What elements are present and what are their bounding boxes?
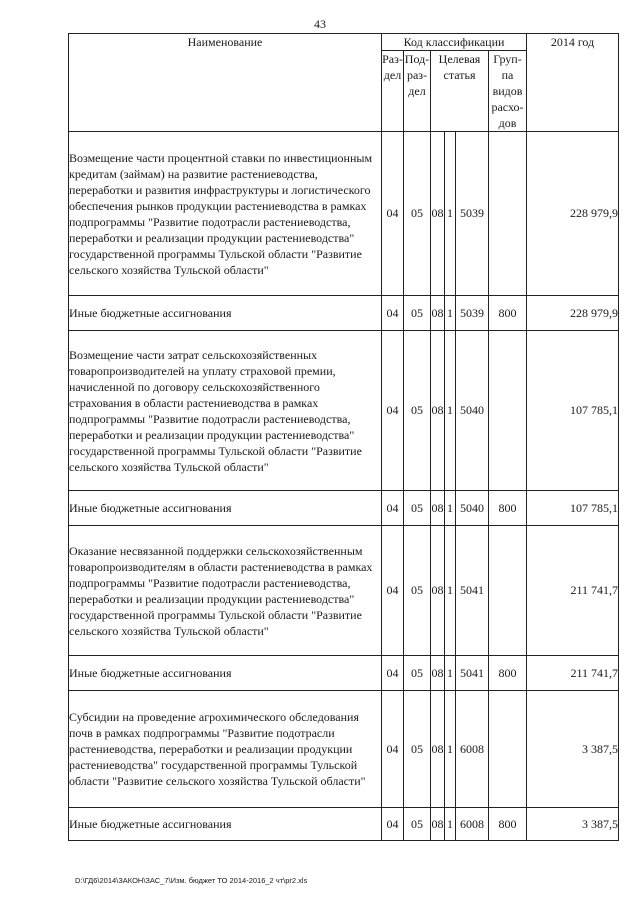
target-article-part2-cell: 1 [445,331,456,491]
table-row [69,808,619,841]
subsection-cell: 05 [404,296,431,331]
target-article-part3-cell: 5041 [456,656,489,691]
expense-group-cell [489,331,527,491]
subsection-cell: 05 [404,331,431,491]
section-cell: 04 [382,656,404,691]
subsection-cell: 05 [404,691,431,808]
target-article-part3-cell: 5039 [456,296,489,331]
amount-cell: 211 741,7 [527,526,619,656]
table-row [69,526,619,656]
amount-cell: 211 741,7 [527,656,619,691]
file-path-footer: D:\ГД6\2014\ЗАКОН\ЗАС_7\Изм. бюджет ТО 2014-2016_2 чт\pr2.xls [75,876,308,885]
table-row [69,296,619,331]
section-cell: 04 [382,808,404,841]
target-article-part1-cell: 08 [431,526,445,656]
expense-group-cell: 800 [489,656,527,691]
target-article-part3-cell: 6008 [456,808,489,841]
subsection-cell: 05 [404,491,431,526]
target-article-part3-cell: 6008 [456,691,489,808]
header-subsection: Под- раз- дел [404,51,431,132]
target-article-part1-cell: 08 [431,331,445,491]
subsection-cell: 05 [404,526,431,656]
row-name-cell: Иные бюджетные ассигнования [69,296,382,331]
expense-group-cell [489,132,527,296]
table-body [69,34,619,841]
amount-cell: 228 979,9 [527,132,619,296]
section-cell: 04 [382,491,404,526]
subsection-cell: 05 [404,132,431,296]
target-article-part2-cell: 1 [445,691,456,808]
section-cell: 04 [382,691,404,808]
header-classification: Код классификации [382,34,527,51]
section-cell: 04 [382,331,404,491]
target-article-part3-cell: 5040 [456,331,489,491]
target-article-part1-cell: 08 [431,691,445,808]
amount-cell: 107 785,1 [527,491,619,526]
expense-group-cell: 800 [489,296,527,331]
target-article-part1-cell: 08 [431,132,445,296]
amount-cell: 228 979,9 [527,296,619,331]
expense-group-cell: 800 [489,491,527,526]
expense-group-cell [489,526,527,656]
target-article-part1-cell: 08 [431,808,445,841]
row-name-cell: Возмещение части затрат сельскохозяйственных товаропроизводителей на уплату страховой премии, начисленной по договору сельскохозяйственного страхования в области растениеводства в рамках подпрограммы "Развитие подотрасли растениеводства, переработки и реализации продукции растениеводства" государственной программы Тульской области "Развитие сельского хозяйства Тульской области" [69,331,382,491]
subsection-cell: 05 [404,656,431,691]
budget-table [68,33,619,841]
header-section: Раз- дел [382,51,404,132]
table-row [69,132,619,296]
section-cell: 04 [382,132,404,296]
target-article-part2-cell: 1 [445,808,456,841]
target-article-part2-cell: 1 [445,656,456,691]
row-name-cell: Оказание несвязанной поддержки сельскохозяйственным товаропроизводителям в области растениеводства в рамках подпрограммы "Развитие подотрасли растениеводства, переработки и реализации продукции растениеводства" государственной программы Тульской области "Развитие сельского хозяйства Тульской области" [69,526,382,656]
target-article-part3-cell: 5039 [456,132,489,296]
target-article-part2-cell: 1 [445,296,456,331]
header-year: 2014 год [527,34,619,132]
header-name: Наименование [69,34,382,132]
subsection-cell: 05 [404,808,431,841]
table-row [69,491,619,526]
section-cell: 04 [382,526,404,656]
table-row [69,331,619,491]
target-article-part3-cell: 5040 [456,491,489,526]
table-row [69,656,619,691]
row-name-cell: Иные бюджетные ассигнования [69,491,382,526]
expense-group-cell: 800 [489,808,527,841]
header-target-article: Целевая статья [431,51,489,132]
target-article-part2-cell: 1 [445,526,456,656]
row-name-cell: Иные бюджетные ассигнования [69,656,382,691]
table-row [69,691,619,808]
target-article-part1-cell: 08 [431,656,445,691]
header-expense-group: Груп- па видов расхо- дов [489,51,527,132]
amount-cell: 3 387,5 [527,808,619,841]
target-article-part2-cell: 1 [445,132,456,296]
amount-cell: 3 387,5 [527,691,619,808]
section-cell: 04 [382,296,404,331]
row-name-cell: Иные бюджетные ассигнования [69,808,382,841]
row-name-cell: Субсидии на проведение агрохимического обследования почв в рамках подпрограммы "Развитие подотрасли растениеводства, переработки и реализации продукции растениеводства" государственной программы Тульской области "Развитие сельского хозяйства Тульской области" [69,691,382,808]
expense-group-cell [489,691,527,808]
target-article-part3-cell: 5041 [456,526,489,656]
header-row [69,34,619,51]
amount-cell: 107 785,1 [527,331,619,491]
row-name-cell: Возмещение части процентной ставки по инвестиционным кредитам (займам) на развитие растениеводства, переработки и развития инфраструктуры и логистического обеспечения рынков продукции растениеводства в рамках подпрограммы "Развитие подотрасли растениеводства, переработки и реализации продукции растениеводства" государственной программы Тульской области "Развитие сельского хозяйства Тульской области" [69,132,382,296]
target-article-part2-cell: 1 [445,491,456,526]
target-article-part1-cell: 08 [431,491,445,526]
target-article-part1-cell: 08 [431,296,445,331]
page-number: 43 [314,17,326,31]
